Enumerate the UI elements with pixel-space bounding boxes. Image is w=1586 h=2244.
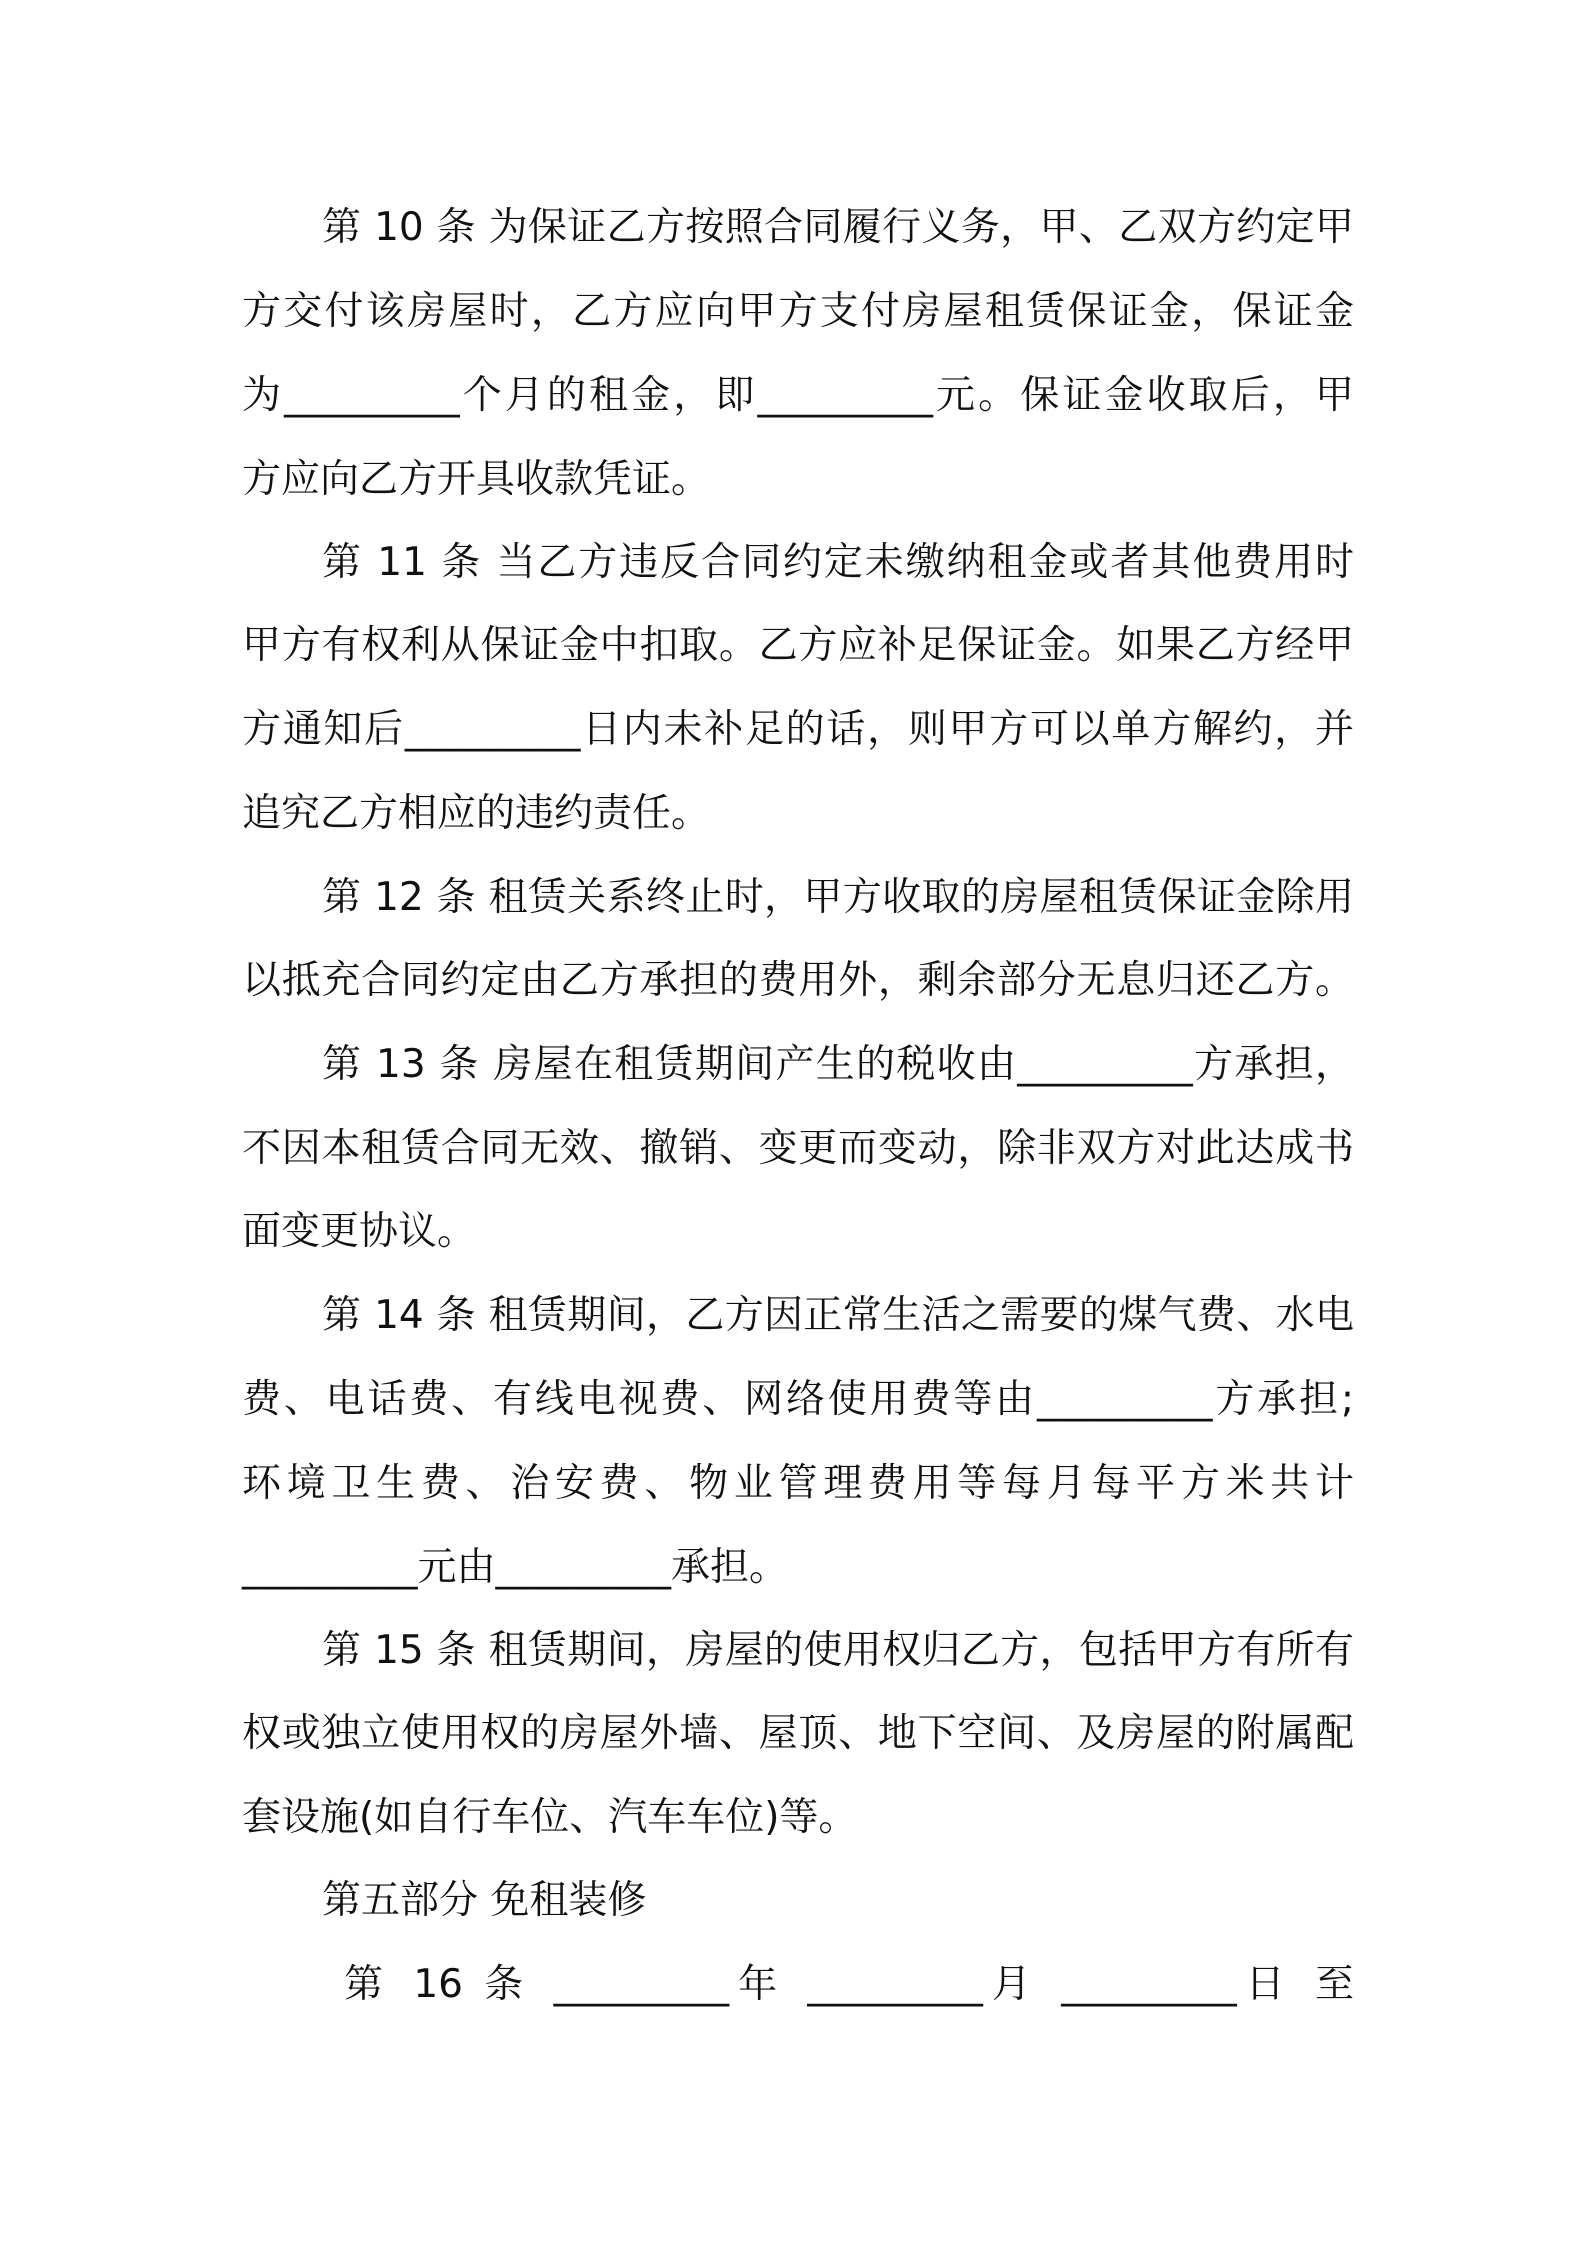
article-15-line-3: 套设施(如自行车位、汽车车位)等。: [242, 1795, 858, 1840]
article-11-line-4: 追究乙方相应的违约责任。: [242, 791, 711, 836]
article-11-line-2: 甲方有权利从保证金中扣取。乙方应补足保证金。如果乙方经甲: [242, 623, 1354, 668]
article-10-line-2: 方交付该房屋时，乙方应向甲方支付房屋租赁保证金，保证金: [242, 289, 1354, 334]
article-10-line-3: 为_________个月的租金，即_________元。保证金收取后，甲: [242, 373, 1354, 418]
article-12-line-1: 第 12 条 租赁关系终止时，甲方收取的房屋租赁保证金除用: [322, 875, 1354, 920]
article-16-line-1: 第 16 条 _________年 _________月 _________日 至: [344, 1962, 1354, 2007]
article-13-line-1: 第 13 条 房屋在租赁期间产生的税收由_________方承担，: [322, 1042, 1354, 1087]
article-11-line-1: 第 11 条 当乙方违反合同约定未缴纳租金或者其他费用时: [322, 540, 1354, 585]
article-10-line-1: 第 10 条 为保证乙方按照合同履行义务，甲、乙双方约定甲: [322, 205, 1354, 250]
article-15-line-1: 第 15 条 租赁期间，房屋的使用权归乙方，包括甲方有所有: [322, 1628, 1354, 1673]
article-14-line-4: _________元由_________承担。: [242, 1545, 789, 1590]
article-13-line-2: 不因本租赁合同无效、撤销、变更而变动，除非双方对此达成书: [242, 1126, 1354, 1171]
article-11-line-3: 方通知后_________日内未补足的话，则甲方可以单方解约，并: [242, 707, 1354, 752]
article-15-line-2: 权或独立使用权的房屋外墙、屋顶、地下空间、及房屋的附属配: [242, 1711, 1354, 1756]
article-12-line-2: 以抵充合同约定由乙方承担的费用外，剩余部分无息归还乙方。: [242, 958, 1354, 1003]
article-10-line-4: 方应向乙方开具收款凭证。: [242, 457, 711, 502]
section-5-heading: 第五部分 免租装修: [322, 1878, 647, 1923]
article-14-line-2: 费、电话费、有线电视费、网络使用费等由_________方承担;: [242, 1377, 1354, 1422]
article-14-line-3: 环境卫生费、治安费、物业管理费用等每月每平方米共计: [242, 1461, 1354, 1506]
article-13-line-3: 面变更协议。: [242, 1209, 477, 1254]
article-14-line-1: 第 14 条 租赁期间，乙方因正常生活之需要的煤气费、水电: [322, 1293, 1354, 1338]
